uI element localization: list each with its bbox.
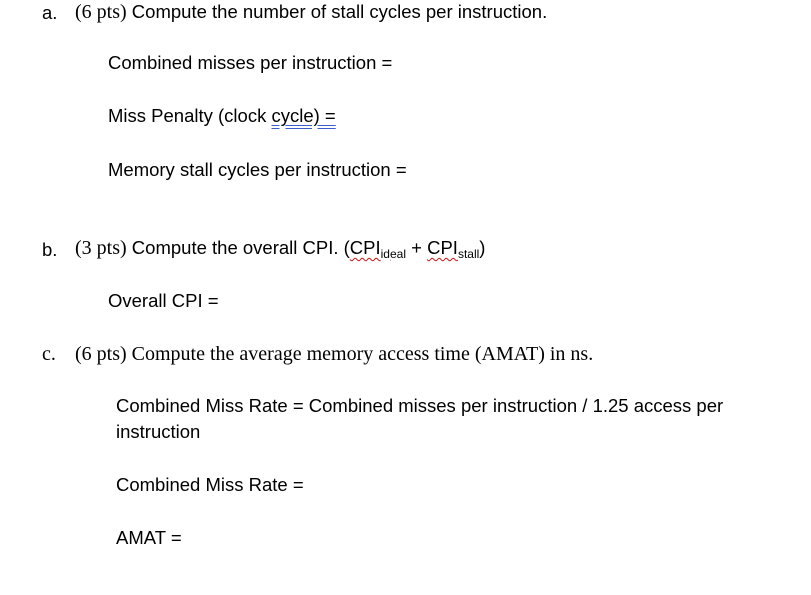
miss-penalty-label: Miss Penalty (clock <box>108 105 272 126</box>
cpi-ideal-subscript: ideal <box>380 247 406 261</box>
plus-sign: + <box>406 237 428 258</box>
overall-cpi-line: Overall CPI = <box>108 290 219 311</box>
part-a-marker: a. <box>42 2 58 23</box>
cpi-stall-base: CPI <box>427 237 458 258</box>
part-b-marker: b. <box>42 239 58 260</box>
cpi-ideal-base: CPI <box>349 237 381 258</box>
part-a-points: (6 pts) <box>75 1 127 23</box>
cpi-stall-subscript: stall <box>457 247 480 261</box>
cpi-ideal-term <box>349 237 406 261</box>
cpi-stall-term <box>427 237 480 261</box>
miss-penalty-flagged-text: cycle) = <box>271 105 336 126</box>
memory-stall-line: Memory stall cycles per instruction = <box>108 159 407 180</box>
part-a-heading <box>75 1 547 24</box>
part-c-title: (6 pts) Compute the average memory access time (AMAT) in ns. <box>75 343 594 365</box>
close-paren: ) <box>479 237 486 258</box>
part-a-title: Compute the number of stall cycles per instruction. <box>126 1 548 22</box>
part-b-points: (3 pts) <box>75 237 127 259</box>
combined-miss-rate-line: Combined Miss Rate = <box>116 474 304 495</box>
amat-line: AMAT = <box>116 527 182 548</box>
combined-misses-line: Combined misses per instruction = <box>108 52 393 73</box>
part-b-heading <box>75 237 485 261</box>
combined-miss-rate-formula: Combined Miss Rate = Combined misses per instruction / 1.25 access per instruction <box>116 395 724 442</box>
part-b-title: Compute the overall CPI. ( <box>126 237 350 258</box>
part-c-marker: c. <box>42 343 56 365</box>
miss-penalty-line <box>108 105 336 127</box>
